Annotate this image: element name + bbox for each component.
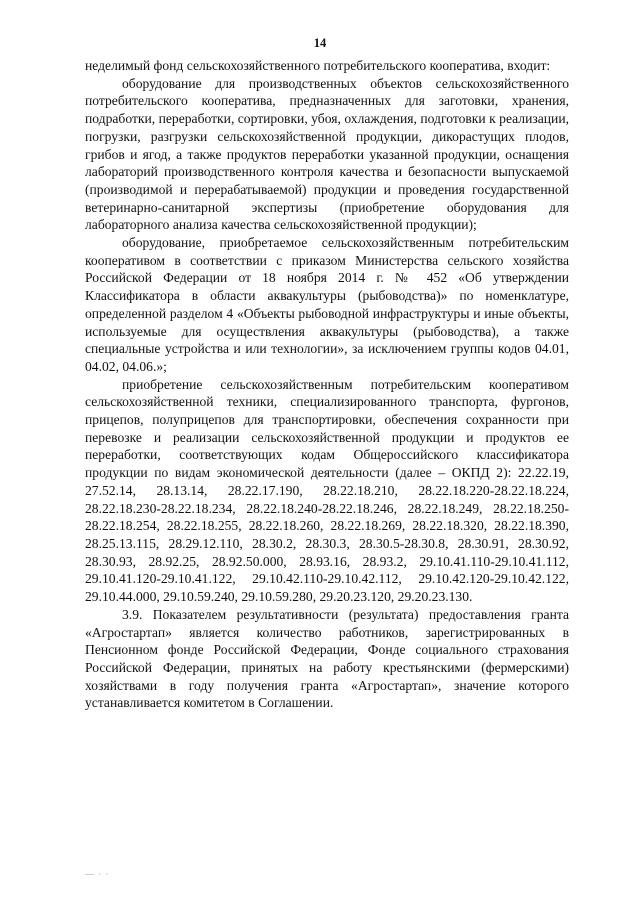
paragraph-equipment-aquaculture: оборудование, приобретаемое сельскохозяйственным потребительским кооперативом в соответствии с приказом Министерства сельского хозяйства Российской Федерации от 18 ноября 2014 г. № 452 «Об утверждении Классификатора в области аквакультуры (рыбоводства)» по номенклатуре, определенной разделом 4 «Объекты рыбоводной инфраструктуры и иные объекты, используемые для осуществления аквакультуры (рыбоводства), а также специальные устройства и или технологии», за исключением группы кодов 04.01, 04.02, 04.06.»; (85, 235, 569, 374)
paragraph-vehicles-codes: приобретение сельскохозяйственным потребительским кооперативом сельскохозяйственной техники, специализированного транспорта, фургонов, прицепов, полуприцепов для транспортировки, обеспечения сохранности при перевозке и реализации сельскохозяйственной продукции и продуктов ее переработки, соответствующих кодам Общероссийского классификатора продукции по видам экономической деятельности (далее – ОКПД 2): 22.22.19, 27.52.14, 28.13.14, 28.22.17.190, 28.22.18.210, 28.22.18.220-28.22.18.224, 28.22.18.230-28.22.18.234, 28.22.18.240-28.22.18.246, 28.22.18.249, 28.22.18.250-28.22.18.254, 28.22.18.255, 28.22.18.260, 28.22.18.269, 28.22.18.320, 28.22.18.390, 28.25.13.115, 28.29.12.110, 28.30.2, 28.30.3, 28.30.5-28.30.8, 28.30.91, 28.30.92, 28.30.93, 28.92.25, 28.92.50.000, 28.93.16, 28.93.2, 29.10.41.110-29.10.41.112, 29.10.41.120-29.10.41.122, 29.10.42.110-29.10.42.112, 29.10.42.120-29.10.42.122, 29.10.44.000, 29.10.59.240, 29.10.59.280, 29.20.23.120, 29.20.23.130. (85, 376, 569, 605)
paragraph-performance-indicator: 3.9. Показателем результативности (результата) предоставления гранта «Агростартап» является количество работников, зарегистрированных в Пенсионном фонде Российской Федерации, Фонде социального страхования Российской Федерации, принятых на работу крестьянскими (фермерскими) хозяйствами в году получения гранта «Агростартап», значение которого устанавливается комитетом в Соглашении. (85, 606, 569, 711)
paragraph-equipment-production: оборудование для производственных объектов сельскохозяйственного потребительского кооператива, предназначенных для заготовки, хранения, подработки, переработки, сортировки, убоя, охлаждения, подготовки к реализации, погрузки, разгрузки сельскохозяйственной продукции, дикорастущих плодов, грибов и ягод, а также продуктов переработки указанной продукции, оснащения лабораторий производственного контроля качества и безопасности выпускаемой (производимой и перерабатываемой) продукции и проведения государственной ветеринарно-санитарной экспертизы (приобретение оборудования для лабораторного анализа качества сельскохозяйственной продукции); (85, 75, 569, 233)
document-body (85, 57, 569, 712)
footer-mark: — · · (85, 869, 110, 879)
page-number: 14 (313, 36, 327, 50)
paragraph-intro: неделимый фонд сельскохозяйственного потребительского кооператива, входит: (85, 58, 551, 73)
